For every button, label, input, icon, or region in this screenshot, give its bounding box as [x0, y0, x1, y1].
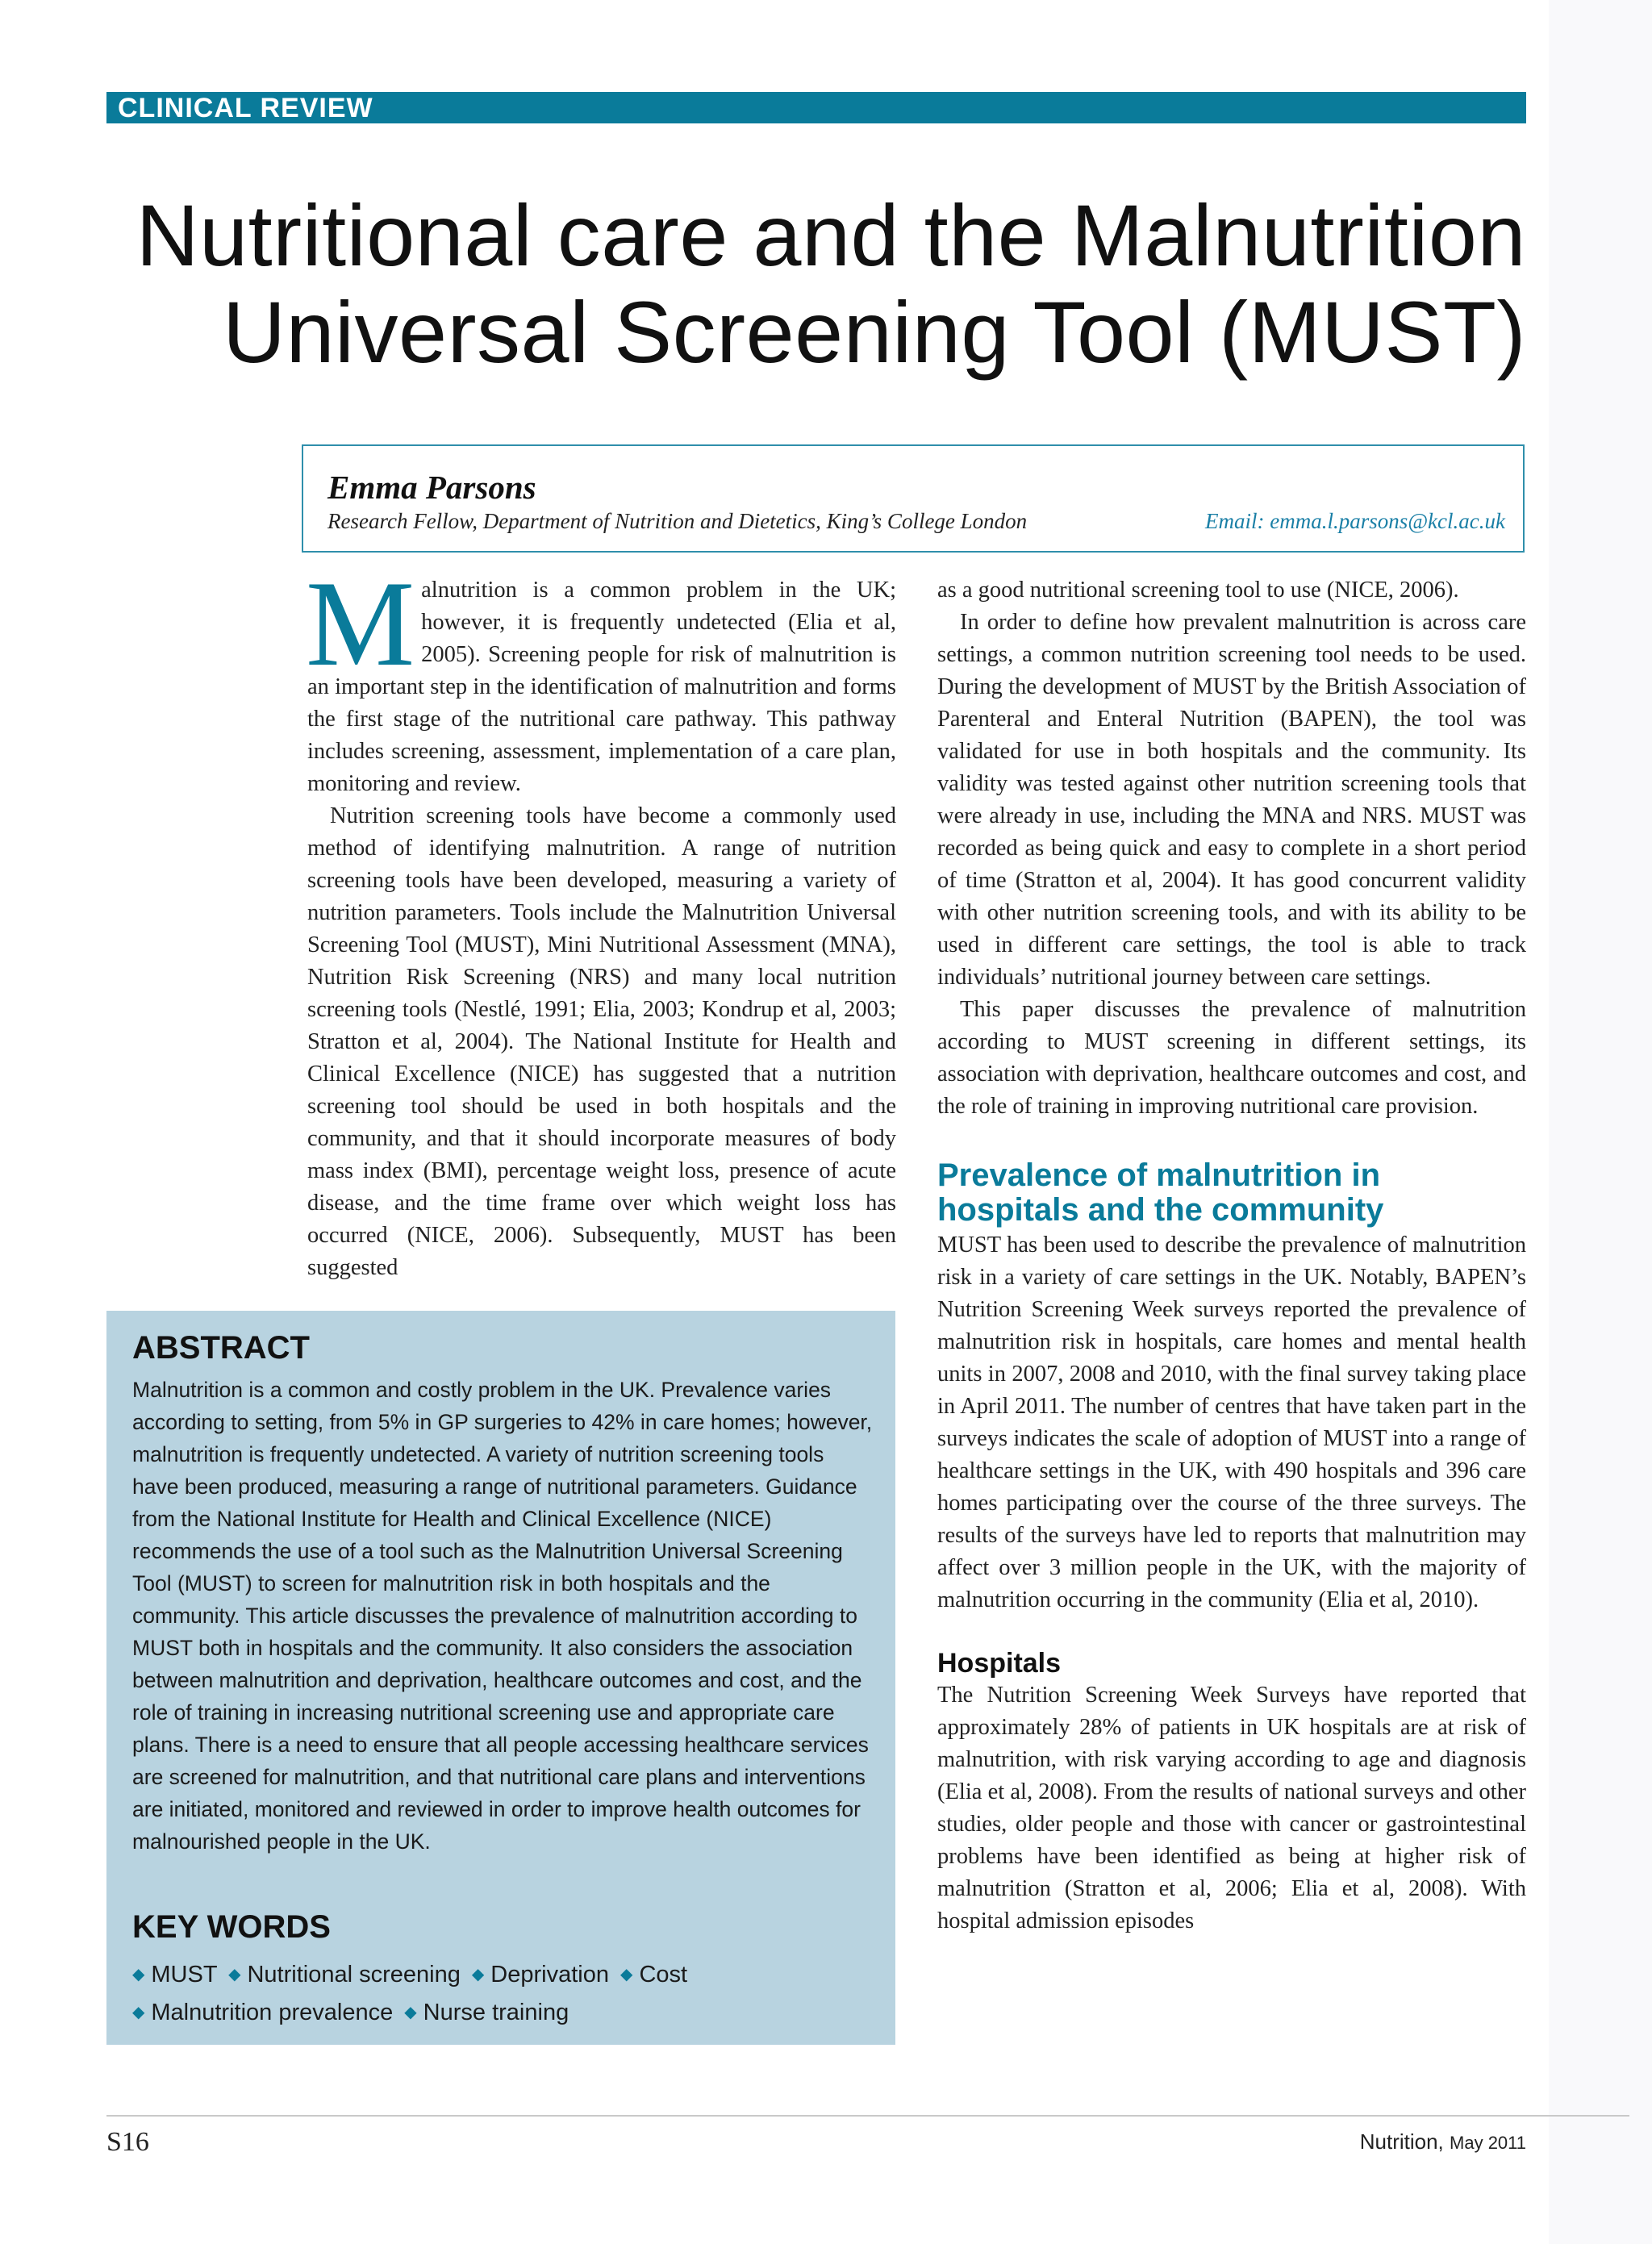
issue-date: May 2011 [1450, 2133, 1526, 2153]
keyword: Nutritional screening [247, 1962, 461, 1987]
diamond-bullet-icon: ◆ [620, 1966, 633, 1983]
section-bar [106, 92, 1526, 123]
drop-cap: M [306, 556, 415, 691]
diamond-bullet-icon: ◆ [132, 1966, 145, 1983]
keywords-heading: KEY WORDS [132, 1909, 331, 1945]
abstract-text: Malnutrition is a common and costly problem in the UK. Prevalence varies according to setting, from 5% in GP surgeries to 42% in care homes; however, malnutrition is frequently undetected. A variety of nutrition screening tools have been produced, measuring a range of nutritional parameters. Guidance from the National Institute for Health and Clinical Excellence (NICE) recommends the use of a tool such as the Malnutrition Universal Screening Tool (MUST) to screen for malnutrition risk in both hospitals and the community. This article discusses the prevalence of malnutrition according to MUST both in hospitals and the community. It also considers the association between malnutrition and deprivation, healthcare outcomes and cost, and the role of training in increasing nutritional screening use and appropriate care plans. There is a need to ensure that all people accessing healthcare services are screened for malnutrition, and that nutritional care plans and interventions are initiated, monitored and reviewed in order to improve health outcomes for malnourished people in the UK. [132, 1378, 873, 1854]
section-heading [937, 1158, 1526, 1228]
journal-footer [1360, 2129, 1526, 2154]
section-label: CLINICAL REVIEW [118, 93, 373, 123]
body-paragraph: Nutrition screening tools have become a commonly used method of identifying malnutrition. A range of nutrition screening tools have been developed, measuring a variety of nutrition parameters. Tools include the Malnutrition Universal Screening Tool (MUST), Mini Nutritional Assessment (MNA), Nutrition Risk Screening (NRS) and many local nutrition screening tools (Nestlé, 1991; Elia, 2003; Kondrup et al, 2003; Stratton et al, 2004). The National Institute for Health and Clinical Excellence (NICE) has suggested that a nutrition screening tool should be used in both hospitals and the community, and that it should incorporate measures of body mass index (BMI), percentage weight loss, presence of acute disease, and the time frame over which weight loss has occurred (NICE, 2006). Subsequently, MUST has been suggested [307, 803, 896, 1280]
diamond-bullet-icon: ◆ [404, 2004, 417, 2021]
abstract-box [106, 1311, 895, 2045]
section-heading-line-1: Prevalence of malnutrition in [937, 1157, 1381, 1193]
author-name: Emma Parsons [327, 469, 536, 506]
keywords-line-1 [132, 1962, 687, 1988]
author-affiliation: Research Fellow, Department of Nutrition and Dietetics, King’s College London [327, 509, 1028, 533]
subsection-heading: Hospitals [937, 1648, 1062, 1679]
diamond-bullet-icon: ◆ [471, 1966, 485, 1983]
keyword: Malnutrition prevalence [151, 2000, 394, 2025]
keyword: Nurse training [423, 2000, 569, 2025]
keyword: Cost [639, 1962, 688, 1987]
body-paragraph: MUST has been used to describe the prevalence of malnutrition risk in a variety of care settings in the UK. Notably, BAPEN’s Nutrition Screening Week surveys reported the prevalence of malnutrition risk in hospitals, care homes and mental health units in 2007, 2008 and 2010, with the final survey taking place in April 2011. The number of centres that have taken part in the surveys indicates the scale of adoption of MUST into a range of healthcare settings in the UK, with 490 hospitals and 396 care homes participating over the course of the three surveys. The results of the surveys have led to reports that malnutrition may affect over 3 million people in the UK, with the majority of malnutrition occurring in the community (Elia et al, 2010). [937, 1233, 1526, 1612]
keywords-line-2 [132, 2000, 569, 2026]
keyword: Deprivation [490, 1962, 609, 1987]
body-column-left [306, 556, 896, 1284]
intro-text: alnutrition is a common problem in the UK; however, it is frequently undetected (Elia et al, 2005). Screening people for risk of malnutrition is an important step in the identification of malnutrition and forms the first stage of the nutritional care pathway. This pathway includes screening, assessment, implementation of a care plan, monitoring and review. [307, 578, 896, 796]
diamond-bullet-icon: ◆ [132, 2004, 145, 2021]
footer-divider [106, 2115, 1629, 2117]
body-paragraph: as a good nutritional screening tool to use (NICE, 2006). [937, 578, 1459, 603]
body-paragraph: This paper discusses the prevalence of malnutrition according to MUST screening in different settings, its association with deprivation, healthcare outcomes and cost, and the role of training in improving nutritional care provision. [937, 997, 1526, 1119]
section-heading-line-2: hospitals and the community [937, 1192, 1384, 1228]
author-box [302, 444, 1525, 553]
article-title [48, 187, 1526, 381]
author-email: Email: emma.l.parsons@kcl.ac.uk [1204, 509, 1505, 533]
abstract-heading: ABSTRACT [132, 1330, 310, 1366]
journal-name: Nutrition, [1359, 2129, 1444, 2154]
body-column-right [937, 574, 1526, 1937]
intro-paragraph [306, 556, 896, 800]
title-line-1: Nutritional care and the Malnutrition [136, 186, 1526, 284]
title-line-2: Universal Screening Tool (MUST) [222, 283, 1526, 381]
page-right-margin-shade [1549, 0, 1652, 2244]
body-paragraph: The Nutrition Screening Week Surveys have reported that approximately 28% of patients in UK hospitals are at risk of malnutrition, with risk varying according to age and diagnosis (Elia et al, 2008). From the results of national surveys and other studies, older people and those with cancer or gastrointestinal problems have been identified as being at higher risk of malnutrition (Stratton et al, 2006; Elia et al, 2008). With hospital admission episodes [937, 1683, 1526, 1933]
body-paragraph: In order to define how prevalent malnutrition is across care settings, a common nutrition screening tool needs to be used. During the development of MUST by the British Association of Parenteral and Enteral Nutrition (BAPEN), the tool was validated for use in both hospitals and the community. Its validity was tested against other nutrition screening tools that were already in use, including the MNA and NRS. MUST was recorded as being quick and easy to complete in a short period of time (Stratton et al, 2004). It has good concurrent validity with other nutrition screening tools, and with its ability to be used in different care settings, the tool is able to track individuals’ nutritional journey between care settings. [937, 610, 1526, 990]
page-number: S16 [106, 2127, 149, 2157]
diamond-bullet-icon: ◆ [228, 1966, 241, 1983]
keyword: MUST [151, 1962, 218, 1987]
